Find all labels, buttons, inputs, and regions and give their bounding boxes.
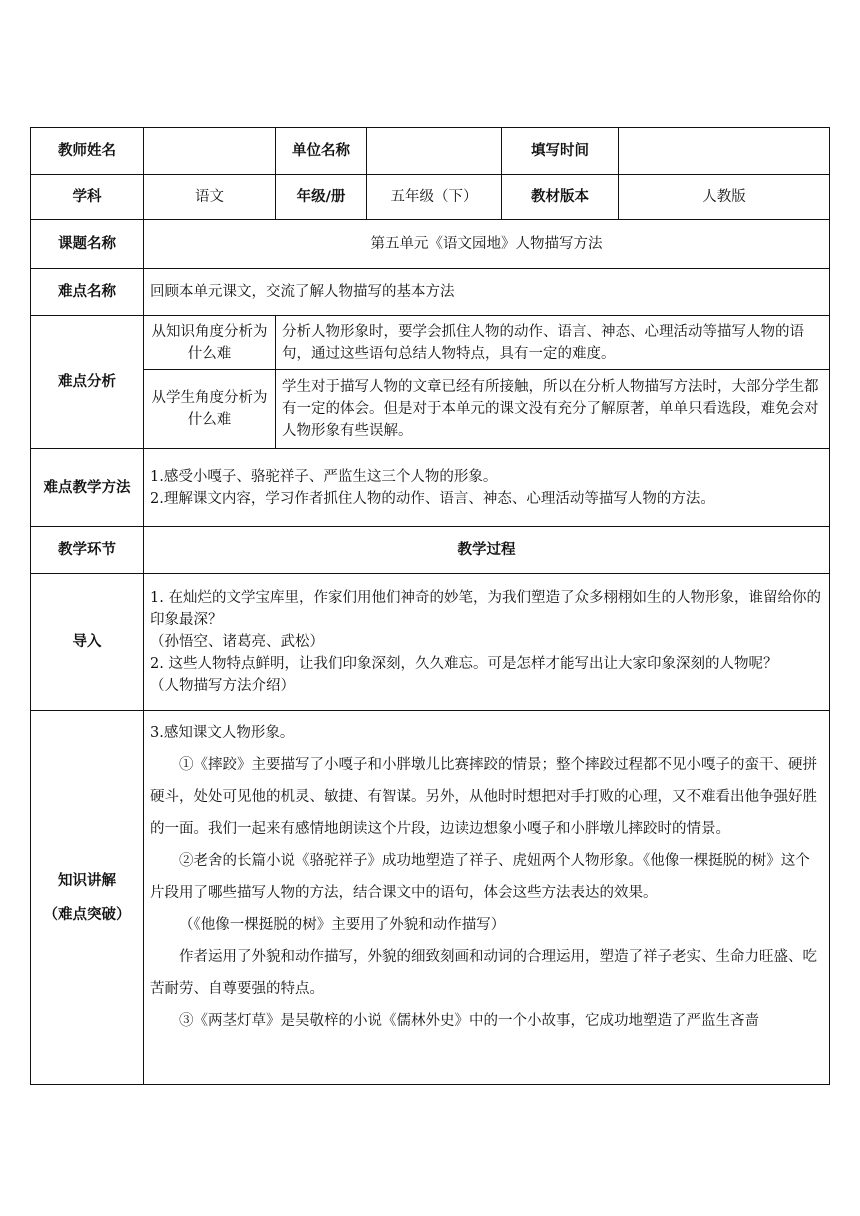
difficulty-name-value: 回顾本单元课文，交流了解人物描写的基本方法: [144, 269, 830, 316]
topic-label: 课题名称: [31, 220, 144, 269]
teaching-process-label: 教学过程: [144, 527, 830, 574]
intro-row: [31, 574, 830, 711]
subject-value: 语文: [144, 175, 276, 220]
grade-value: 五年级（下）: [367, 175, 502, 220]
method-content: [144, 449, 830, 527]
knowledge-label-cell: [31, 711, 144, 1085]
grade-label: 年级/册: [276, 175, 367, 220]
method-label: 难点教学方法: [31, 449, 144, 527]
lesson-plan-table: [30, 127, 830, 1085]
knowledge-para-0: 3.感知课文人物形象。: [150, 725, 295, 741]
process-header-row: [31, 527, 830, 574]
edition-value: 人教版: [619, 175, 830, 220]
edition-label: 教材版本: [502, 175, 619, 220]
knowledge-row: [31, 711, 830, 1085]
knowledge-para-3: （《他像一棵挺脱的树》主要用了外貌和动作描写）: [179, 917, 506, 933]
student-angle-label: 从学生角度分析为什么难: [144, 370, 276, 449]
unit-name-label: 单位名称: [276, 128, 367, 175]
knowledge-para-4: 作者运用了外貌和动作描写，外貌的细致刻画和动词的合理运用，塑造了祥子老实、生命力旺盛、吃苦耐劳、自尊要强的特点。: [150, 949, 817, 997]
knowledge-content: [144, 711, 830, 1085]
intro-line-1: 1. 在灿烂的文学宝库里，作家们用他们神奇的妙笔，为我们塑造了众多栩栩如生的人物形象，谁留给你的印象最深？: [150, 590, 821, 628]
knowledge-para-5: ③《两茎灯草》是吴敬梓的小说《儒林外史》中的一个小故事，它成功地塑造了严监生吝啬: [179, 1013, 759, 1029]
method-row: [31, 449, 830, 527]
student-angle-text: 学生对于描写人物的文章已经有所接触，所以在分析人物描写方法时，大部分学生都有一定的体会。但是对于本单元的课文没有充分了解原著，单单只看选段，难免会对人物形象有些误解。: [276, 370, 830, 449]
fill-date-value: [619, 128, 830, 175]
knowledge-label: 知识讲解: [58, 872, 116, 889]
difficulty-name-row: [31, 269, 830, 316]
method-line-1: 1.感受小嘎子、骆驼祥子、严监生这三个人物的形象。: [150, 468, 498, 485]
intro-line-4: （人物描写方法介绍）: [150, 678, 295, 694]
teacher-name-value: [144, 128, 276, 175]
knowledge-angle-label: 从知识角度分析为什么难: [144, 316, 276, 370]
subject-label: 学科: [31, 175, 144, 220]
unit-name-value: [367, 128, 502, 175]
teaching-stage-label: 教学环节: [31, 527, 144, 574]
subject-row: [31, 175, 830, 220]
knowledge-angle-text: 分析人物形象时，要学会抓住人物的动作、语言、神态、心理活动等描写人物的语句，通过这些语句总结人物特点，具有一定的难度。: [276, 316, 830, 370]
difficulty-name-label: 难点名称: [31, 269, 144, 316]
knowledge-para-2: ②老舍的长篇小说《骆驼祥子》成功地塑造了祥子、虎妞两个人物形象。《他像一棵挺脱的树》这个片段用了哪些描写人物的方法，结合课文中的语句，体会这些方法表达的效果。: [150, 853, 810, 901]
intro-line-3: 2. 这些人物特点鲜明，让我们印象深刻，久久难忘。可是怎样才能写出让大家印象深刻的人物呢？: [150, 656, 778, 672]
difficulty-analysis-row-knowledge: [31, 316, 830, 370]
difficulty-analysis-row-student: [31, 370, 830, 449]
knowledge-sublabel: （难点突破）: [43, 906, 131, 923]
header-row: [31, 128, 830, 175]
intro-label: 导入: [31, 574, 144, 711]
method-line-2: 2.理解课文内容，学习作者抓住人物的动作、语言、神态、心理活动等描写人物的方法。: [150, 490, 715, 507]
knowledge-para-1: ①《摔跤》主要描写了小嘎子和小胖墩儿比赛摔跤的情景；整个摔跤过程都不见小嘎子的蛮干、硬拼硬斗，处处可见他的机灵、敏捷、有智谋。另外，从他时时想把对手打败的心理，又不难看出他争强好胜的一面。我们一起来有感情地朗读这个片段，边读边想象小嘎子和小胖墩儿摔跤时的情景。: [150, 757, 817, 837]
topic-value: 第五单元《语文园地》人物描写方法: [144, 220, 830, 269]
intro-line-2: （孙悟空、诸葛亮、武松）: [150, 634, 324, 650]
difficulty-analysis-label: 难点分析: [31, 316, 144, 449]
topic-row: [31, 220, 830, 269]
fill-date-label: 填写时间: [502, 128, 619, 175]
intro-content: [144, 574, 830, 711]
teacher-name-label: 教师姓名: [31, 128, 144, 175]
